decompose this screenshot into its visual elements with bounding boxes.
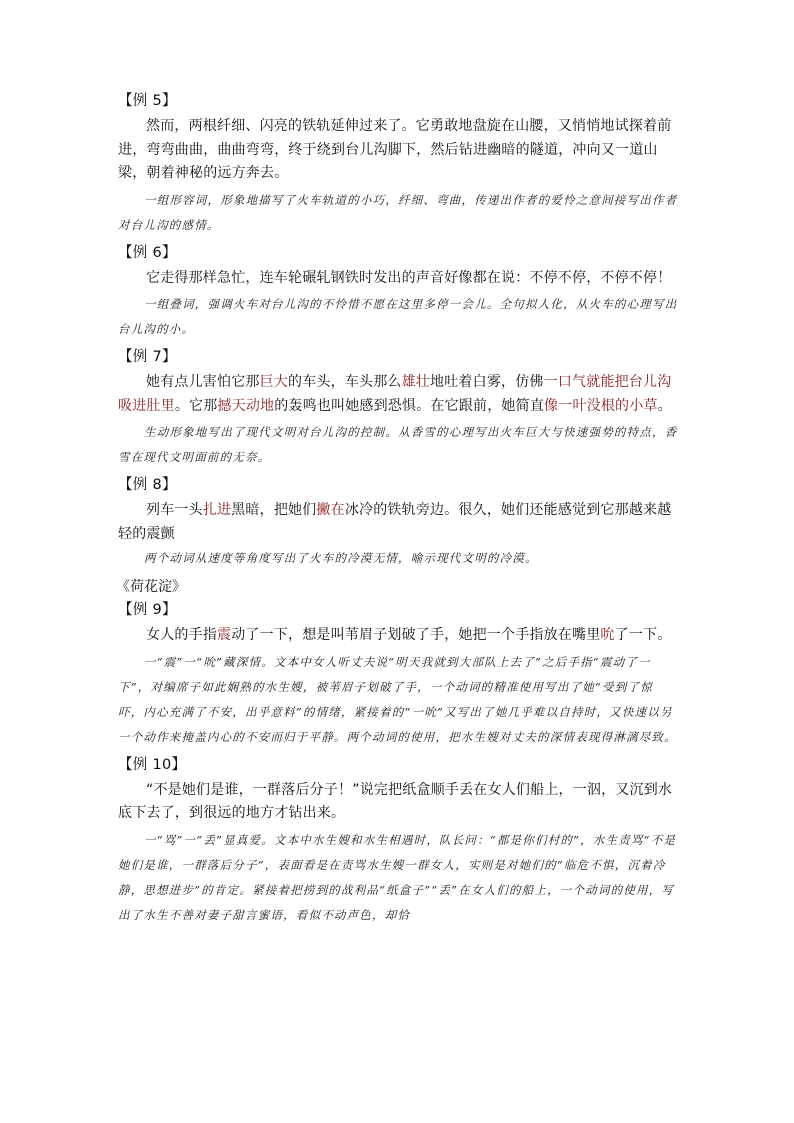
example-9-label: 【例 9】: [118, 602, 177, 618]
example-8-note: 两个动词从速度等角度写出了火车的冷漠无情，喻示现代文明的冷漠。: [144, 551, 538, 565]
example-10-quote: “不是她们是谁，一群落后分子！”说完把纸盒顺手丢在女人们船上，一泅，又沉到水底下去了，到很远的地方才钻出来。: [118, 781, 673, 821]
example-7-note: 生动形象地写出了现代文明对台儿沟的控制。从香雪的心理写出火车巨大与快速强势的特点，香雪在现代文明面前的无奈。: [118, 425, 678, 464]
highlight-text: 吮: [600, 627, 615, 643]
highlight-text: 像一叶没根的小草: [544, 397, 658, 414]
section-heading: 《荷花淀》: [116, 579, 186, 595]
example-8-quote: [118, 499, 678, 546]
example-6-label: 【例 6】: [118, 244, 177, 261]
example-9-quote: [118, 624, 678, 648]
example-10-note: 一“骂”一“丢”显真爱。文本中水生嫂和水生相遇时，队长问：“都是你们村的”，水生责骂“不是她们是谁，一群落后分子”，表面看是在责骂水生嫂一群女人，实则是对她们的“临危不惧，沉着冷静，思想进步”的肯定。紧接着把捞到的战利品“纸盒子”“丢”在女人们的船上，一个动词的使用，写出了水生不善对妻子甜言蜜语，看似不动声色，却恰: [118, 832, 677, 922]
example-8-label: 【例 8】: [118, 477, 177, 493]
quote-text: 动了一下，想是叫苇眉子划破了手，她把一个手指放在嘴里: [231, 627, 601, 643]
example-7-quote: [118, 371, 678, 418]
quote-text: 列车一头: [146, 502, 203, 518]
highlight-text: 扎进: [202, 502, 232, 518]
quote-text: 的轰鸣也叫她感到恐惧。在它跟前，她简直: [274, 397, 545, 414]
example-5-quote: 然而，两根纤细、闪亮的铁轨延伸过来了。它勇敢地盘旋在山腰，又悄悄地试探着前进，弯弯曲曲，曲曲弯弯，终于绕到台儿沟脚下，然后钻进幽暗的隧道，冲向又一道山梁，朝着神秘的远方奔去。: [118, 118, 672, 181]
highlight-text: 震: [217, 627, 232, 643]
document-body: [118, 92, 678, 934]
quote-text: 地吐着白雾，仿佛: [430, 374, 544, 390]
highlight-text: 撼天动地: [217, 397, 275, 414]
quote-text: 黑暗，把她们: [231, 502, 317, 518]
example-5-note: 一组形容词，形象地描写了火车轨道的小巧，纤细、弯曲，传递出作者的爱怜之意间接写出作者对台儿沟的感情。: [118, 192, 678, 232]
highlight-text: 撇在: [316, 502, 345, 518]
example-6-note: 一组叠词，强调火车对台儿沟的不怜惜不愿在这里多停一会儿。全句拟人化，从火车的心理写出台儿沟的小。: [118, 297, 678, 336]
example-5-label: 【例 5】: [118, 93, 177, 109]
quote-text: 的车头，车头那么: [288, 374, 402, 390]
quote-text: 。: [657, 397, 672, 414]
quote-text: 。它那: [174, 397, 218, 414]
quote-text: 冰冷的铁轨旁边。很久，她们还能感觉到它那越来越轻的震颤: [118, 502, 672, 542]
highlight-text: 一口气就能把台儿沟吸进肚里: [118, 374, 672, 414]
example-6-quote: 它走得那样急忙，连车轮碾轧钢铁时发出的声音好像都在说：不停不停，不停不停！: [146, 269, 672, 286]
highlight-text: 雄壮: [401, 374, 431, 390]
example-9-note: 一“震”一“吮”藏深情。文本中女人听丈夫说“明天我就到大部队上去了”之后手指“震动了一下”，对编席子如此娴熟的水生嫂，被苇眉子划破了手，一个动词的精准使用写出了她“受到了惊吓，内心充满了不安，出乎意料”的情绪，紧接着的“一吮”又写出了她几乎难以自持时，又快速以另一个动作来掩盖内心的不安而归于平静。两个动词的使用，把水生嫂对丈夫的深情表现得淋漓尽致。: [118, 654, 677, 744]
example-10-label: 【例 10】: [118, 756, 187, 773]
quote-text: 她有点儿害怕它那: [146, 374, 260, 390]
quote-text: 女人的手指: [146, 627, 217, 643]
highlight-text: 巨大: [259, 374, 289, 390]
example-7-label: 【例 7】: [118, 349, 177, 365]
quote-text: 了一下。: [614, 627, 672, 643]
